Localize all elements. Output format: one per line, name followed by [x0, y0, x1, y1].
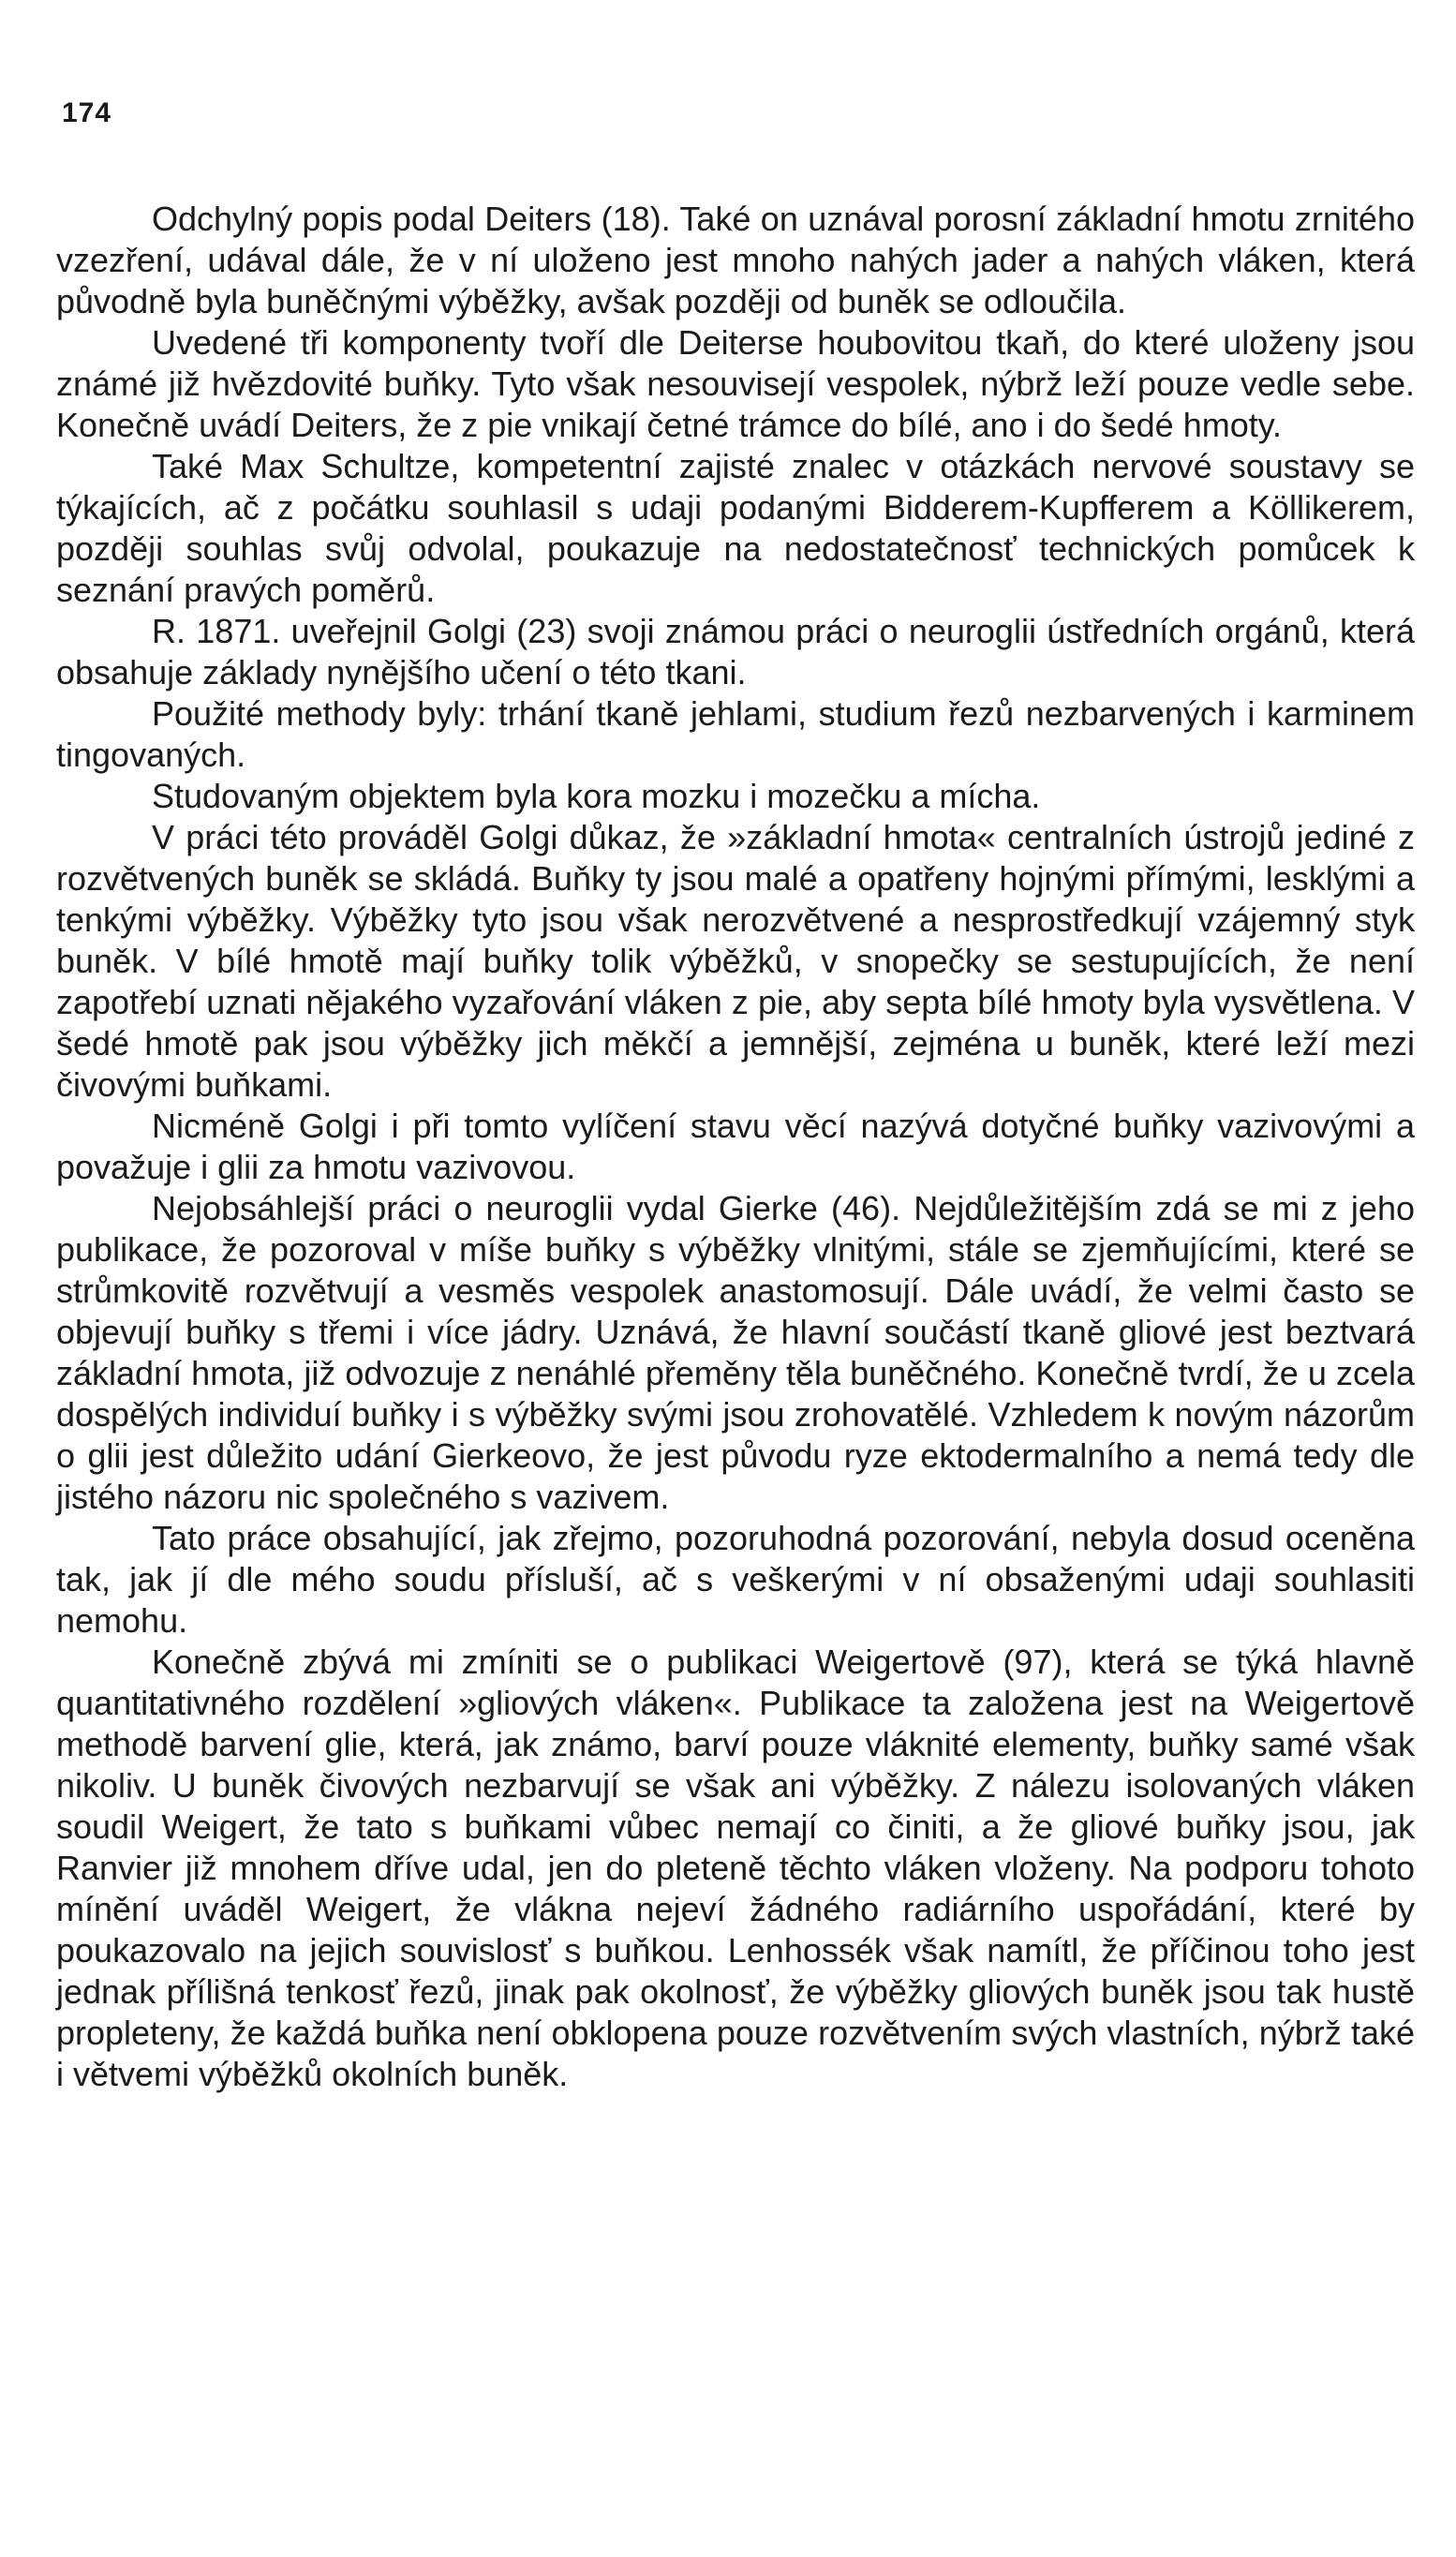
paragraph-objects: Studovaným objektem byla kora mozku i mozečku a mícha.	[152, 777, 1041, 815]
paragraph-gierke: Nejobsáhlejší práci o neuroglii vydal Gierke (46). Nejdůležitějším zdá se mi z jeho publikace, že pozoroval v míše buňky s výběžky vlnitými, stále se zjemňujícími, které se strůmkovitě rozvětvují a vesměs vespolek anastomosují. Dále uvádí, že velmi často se objevují buňky s třemi i více jádry. Uznává, že hlavní součástí tkaně gliové jest beztvará základní hmota, již odvozuje z nenáhlé přeměny těla buněčného. Konečně tvrdí, že u zcela dospělých individuí buňky i s výběžky svými jsou zrohovatělé. Vzhledem k novým názorům o glii jest důležito udání Gierkeovo, že jest původu ryze ektodermalního a nemá tedy dle jistého názoru nic společného s vazivem.	[56, 1189, 1415, 1516]
page-number: 174	[62, 97, 112, 128]
paragraph-schultze: Také Max Schultze, kompetentní zajisté znalec v otázkách nervové soustavy se týkajících, ač z počátku souhlasil s udaji podanými Bidderem-Kupfferem a Köllikerem, později souhlas svůj odvolal, poukazuje na nedostatečnosť technických pomůcek k seznání pravých poměrů.	[56, 447, 1415, 609]
paragraph-methods: Použité methody byly: trhání tkaně jehlami, studium řezů nezbarvených i karminem tingovaných.	[56, 694, 1415, 774]
paragraph-golgi-1871: R. 1871. uveřejnil Golgi (23) svoji známou práci o neuroglii ústředních orgánů, která obsahuje základy nynějšího učení o této tkani.	[56, 612, 1415, 691]
paragraph-deiters-components: Uvedené tři komponenty tvoří dle Deiterse houbovitou tkaň, do které uloženy jsou známé již hvězdovité buňky. Tyto však nesouvisejí vespolek, nýbrž leží pouze vedle sebe. Konečně uvádí Deiters, že z pie vnikají četné trámce do bílé, ano i do šedé hmoty.	[56, 323, 1415, 444]
paragraph-deiters: Odchylný popis podal Deiters (18). Také on uznával porosní základní hmotu zrnitého vzezření, udával dále, že v ní uloženo jest mnoho nahých jader a nahých vláken, která původně byla buněčnými výběžky, avšak později od buněk se odloučila.	[56, 200, 1415, 320]
paragraph-golgi-proof: V práci této prováděl Golgi důkaz, že »základní hmota« centralních ústrojů jediné z rozvětvených buněk se skládá. Buňky ty jsou malé a opatřeny hojnými přímými, lesklými a tenkými výběžky. Výběžky tyto jsou však nerozvětvené a nesprostředkují vzájemný styk buněk. V bílé hmotě mají buňky tolik výběžků, v snopečky se sestupujících, že není zapotřebí uznati nějakého vyzařování vláken z pie, aby septa bílé hmoty byla vysvětlena. V šedé hmotě pak jsou výběžky jich měkčí a jemnější, zejména u buněk, které leží mezi čivovými buňkami.	[56, 818, 1415, 1104]
paragraph-weigert: Konečně zbývá mi zmíniti se o publikaci Weigertově (97), která se týká hlavně quantitativného rozdělení »gliových vláken«. Publikace ta založena jest na Weigertově methodě barvení glie, která, jak známo, barví pouze vláknité elementy, buňky samé však nikoliv. U buněk čivových nezbarvují se však ani výběžky. Z nálezu isolovaných vláken soudil Weigert, že tato s buňkami vůbec nemají co činiti, a že gliové buňky jsou, jak Ranvier již mnohem dříve udal, jen do pleteně těchto vláken vloženy. Na podporu tohoto mínění uváděl Weigert, že vlákna nejeví žádného radiárního uspořádání, které by poukazovalo na jejich souvislosť s buňkou. Lenhossék však namítl, že příčinou toho jest jednak přílišná tenkosť řezů, jinak pak okolnosť, že výběžky gliových buněk jsou tak hustě propleteny, že každá buňka není obklopena pouze rozvětvením svých vlastních, nýbrž také i větvemi výběžků okolních buněk.	[56, 1643, 1415, 2093]
paragraph-gierke-evaluation: Tato práce obsahující, jak zřejmo, pozoruhodná pozorování, nebyla dosud oceněna tak, jak jí dle mého soudu přísluší, ač s veškerými v ní obsaženými udaji souhlasiti nemohu.	[56, 1519, 1415, 1640]
paragraph-golgi-connective: Nicméně Golgi i při tomto vylíčení stavu věcí nazývá dotyčné buňky vazivovými a považuje i glii za hmotu vazivovou.	[56, 1107, 1415, 1186]
body-text	[56, 199, 1415, 2095]
